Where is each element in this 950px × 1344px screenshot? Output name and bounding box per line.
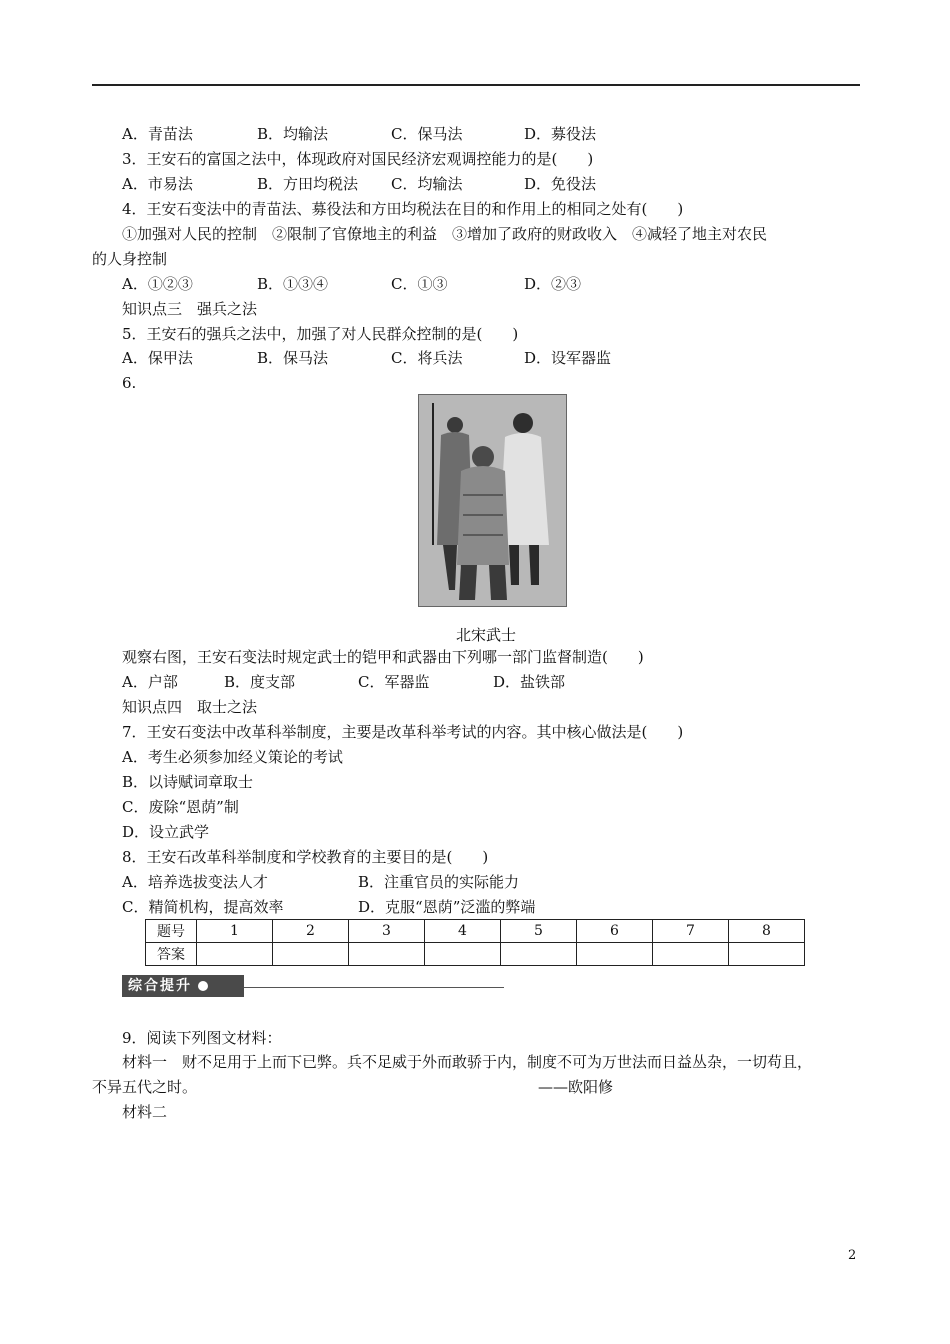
- q8-option-b: B．注重官员的实际能力: [358, 873, 520, 891]
- table-cell-number: 5: [501, 920, 577, 943]
- northern-song-warriors-image: [418, 394, 567, 607]
- q6-option-d: D．盐铁部: [493, 673, 566, 691]
- q9-material2-label: 材料二: [122, 1103, 168, 1121]
- answer-cell[interactable]: [577, 943, 653, 966]
- table-cell-number: 1: [197, 920, 273, 943]
- q6-option-c: C．军器监: [358, 673, 430, 691]
- q5-option-d: D．设军器监: [524, 349, 612, 367]
- q9-attribution: ——欧阳修: [538, 1078, 614, 1096]
- q2-option-b: B．均输法: [257, 125, 329, 143]
- q5-stem: 5．王安石的强兵之法中，加强了对人民群众控制的是( ): [122, 325, 519, 343]
- answer-cell[interactable]: [653, 943, 729, 966]
- section-heading-4: 知识点四 取士之法: [122, 698, 258, 716]
- answer-cell[interactable]: [349, 943, 425, 966]
- q7-option-d: D．设立武学: [122, 823, 210, 841]
- page-number: 2: [848, 1248, 857, 1263]
- answer-cell[interactable]: [729, 943, 805, 966]
- answer-cell[interactable]: [501, 943, 577, 966]
- q8-option-d: D．克服“恩荫”泛滥的弊端: [358, 898, 536, 916]
- table-cell-number: 2: [273, 920, 349, 943]
- section-banner: [122, 975, 244, 997]
- table-row-answers: [146, 943, 805, 966]
- figure-caption: 北宋武士: [456, 626, 517, 644]
- table-cell-number: 3: [349, 920, 425, 943]
- q3-option-c: C．均输法: [391, 175, 463, 193]
- q4-items-line1: ①加强对人民的控制 ②限制了官僚地主的利益 ③增加了政府的财政收入 ④减轻了地主对农民: [122, 225, 768, 243]
- q6-stem: 观察右图，王安石变法时规定武士的铠甲和武器由下列哪一部门监督制造( ): [122, 648, 644, 666]
- q5-option-a: A．保甲法: [122, 349, 193, 367]
- banner-label: 综合提升: [128, 978, 192, 994]
- q4-option-d: D．②③: [524, 275, 582, 293]
- q5-option-c: C．将兵法: [391, 349, 463, 367]
- q5-option-b: B．保马法: [257, 349, 329, 367]
- answer-cell[interactable]: [273, 943, 349, 966]
- q8-stem: 8．王安石改革科举制度和学校教育的主要目的是( ): [122, 848, 489, 866]
- q4-option-a: A．①②③: [122, 275, 193, 293]
- q6-option-b: B．度支部: [224, 673, 296, 691]
- table-cell-number: 7: [653, 920, 729, 943]
- q4-option-b: B．①③④: [257, 275, 329, 293]
- answer-table: [145, 919, 805, 966]
- q9-material1-line2: 不异五代之时。: [92, 1078, 198, 1096]
- table-cell-number: 8: [729, 920, 805, 943]
- q7-option-a: A．考生必须参加经义策论的考试: [122, 748, 343, 766]
- warriors-illustration: [419, 395, 566, 606]
- q7-option-b: B．以诗赋词章取士: [122, 773, 254, 791]
- q7-option-c: C．废除“恩荫”制: [122, 798, 239, 816]
- table-header-answer: 答案: [146, 943, 197, 966]
- q3-option-a: A．市易法: [122, 175, 193, 193]
- banner-rule: [244, 987, 504, 988]
- answer-cell[interactable]: [425, 943, 501, 966]
- q8-option-a: A．培养选拔变法人才: [122, 873, 268, 891]
- q3-stem: 3．王安石的富国之法中，体现政府对国民经济宏观调控能力的是( ): [122, 150, 594, 168]
- q7-stem: 7．王安石变法中改革科举制度，主要是改革科举考试的内容。其中核心做法是( ): [122, 723, 684, 741]
- q4-stem: 4．王安石变法中的青苗法、募役法和方田均税法在目的和作用上的相同之处有( ): [122, 200, 684, 218]
- section-heading-3: 知识点三 强兵之法: [122, 300, 258, 318]
- banner-dot-icon: [198, 981, 208, 991]
- answer-cell[interactable]: [197, 943, 273, 966]
- q4-items-line2: 的人身控制: [92, 250, 168, 268]
- table-row-numbers: [146, 920, 805, 943]
- q3-option-b: B．方田均税法: [257, 175, 359, 193]
- header-rule: [92, 84, 860, 86]
- table-cell-number: 6: [577, 920, 653, 943]
- q2-option-d: D．募役法: [524, 125, 597, 143]
- table-header-number: 题号: [146, 920, 197, 943]
- table-cell-number: 4: [425, 920, 501, 943]
- q6-number: 6.: [122, 374, 137, 392]
- q8-option-c: C．精简机构，提高效率: [122, 898, 284, 916]
- q2-option-c: C．保马法: [391, 125, 463, 143]
- q6-option-a: A．户部: [122, 673, 178, 691]
- q2-option-a: A．青苗法: [122, 125, 193, 143]
- q9-material1-line1: 材料一 财不足用于上而下已弊。兵不足威于外而敢骄于内，制度不可为万世法而日益丛杂，一切苟且，: [122, 1053, 813, 1071]
- q3-option-d: D．免役法: [524, 175, 597, 193]
- q9-stem: 9．阅读下列图文材料：: [122, 1029, 282, 1047]
- q4-option-c: C．①③: [391, 275, 448, 293]
